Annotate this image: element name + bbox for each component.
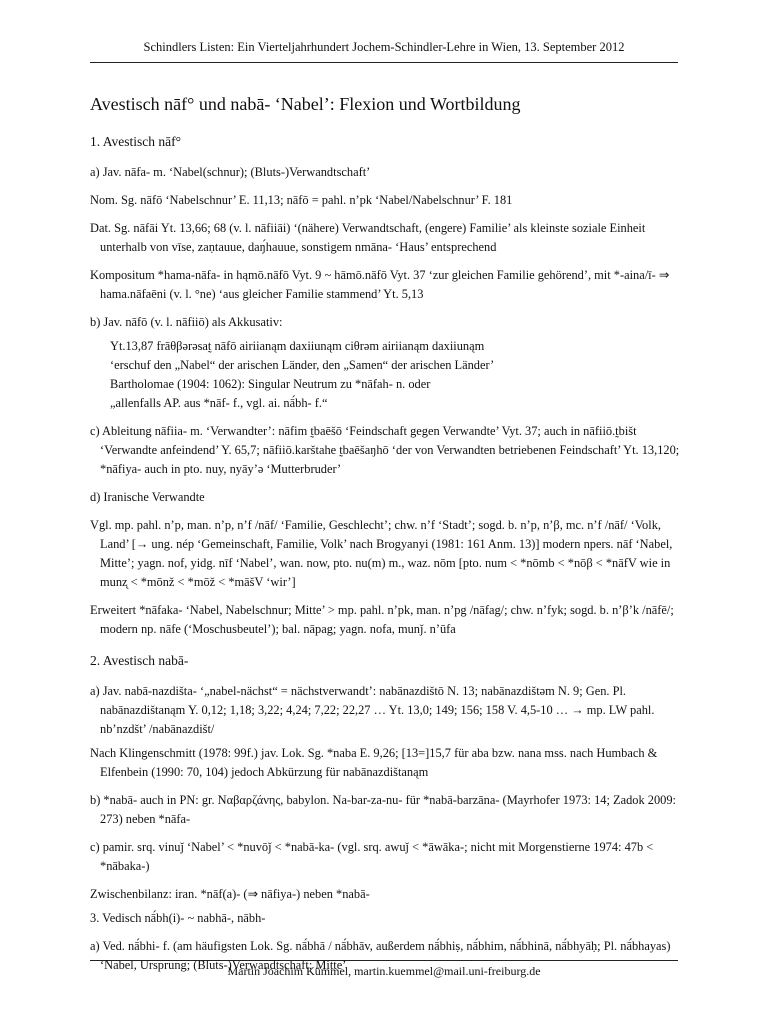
- paragraph: c) pamir. srq. vinuǰ ‘Nabel’ < *nuvōǰ < *nabā-ka- (vgl. srq. awuǰ < *āwāka-; nicht mit Morgenstierne 1974: 47b < *nābaka-): [90, 840, 654, 873]
- section-heading-3: 3. Vedisch nā́bh(i)- ~ nabhā-, nābh-: [90, 911, 266, 925]
- paragraph: a) Jav. nabā-nazdišta- ‘„nabel-nächst“ = nächstverwandt’: nabānazdištō N. 13; nabānazdištəm N. 9; Gen. Pl. nabānazdištanąm Y. 0,12; 1,18; 3,22; 4,24; 7,22; 22,27 … Yt. 13,0; 149; 156; 158 V. 4,5-10 … → mp. LW pahl. nb’nzdšt’ /nabānazdišt/: [90, 684, 655, 736]
- document-title: Avestisch nāf° und nabā- ‘Nabel’: Flexion und Wortbildung: [90, 94, 521, 114]
- paragraph: Dat. Sg. nāfāi Yt. 13,66; 68 (v. l. nāfiiāi) ‘(nähere) Verwandtschaft, (engere) Familie’ als kleinste soziale Einheit unterhalb von vīse, zaṇtauue, daŋ́hauue, sonstigem nmāna- ‘Haus’ entsprechend: [90, 221, 646, 254]
- paragraph: c) Ableitung nāfiia- m. ‘Verwandter’: nāfim t̰baēšō ‘Feindschaft gegen Verwandte’ Vyt. 37; auch in nāfiiō.t̰bišt ‘Verwandte anfeindend’ Y. 65,7; nāfiiō.karštahe t̰baēšaŋhō ‘der von Verwandten betriebenen Feindschaft’ Yt. 13,120; *nāfiya- auch in pto. nuy, nyāy’ə ‘Mutterbruder’: [90, 424, 680, 476]
- quotation-line: Yt.13,87 frāθβərəsat̰ nāfō airiianąm daxiiunąm ciθrəm airiianąm daxiiunąm: [110, 339, 485, 353]
- quotation-line: ‘erschuf den „Nabel“ der arischen Länder, den „Samen“ der arischen Länder’: [110, 358, 495, 372]
- quotation-line: „allenfalls AP. aus *nāf- f., vgl. ai. nā́bh- f.“: [110, 396, 328, 410]
- paragraph: Kompositum *hama-nāfa- in hąmō.nāfō Vyt. 9 ~ hāmō.nāfō Vyt. 37 ‘zur gleichen Familie gehörend’, mit *-aina/ī- ⇒ hama.nāfaēni (v. l. °ne) ‘aus gleicher Familie stammend’ Yt. 5,13: [90, 268, 670, 301]
- quotation-line: Bartholomae (1904: 1062): Singular Neutrum zu *nāfah- n. oder: [110, 377, 431, 391]
- running-header: Schindlers Listen: Ein Vierteljahrhundert Jochem-Schindler-Lehre in Wien, 13. September 2012: [143, 40, 625, 54]
- paragraph: Erweitert *nāfaka- ‘Nabel, Nabelschnur; Mitte’ > mp. pahl. n’pk, man. n’pg /nāfag/; chw. n’fyk; sogd. b. n’β’k /nāfē/; modern np. nāfe (‘Moschusbeutel’); bal. nāpag; yagn. nofa, munǰ. n’ūfa: [90, 603, 674, 636]
- footer-rule: [90, 960, 678, 961]
- section-heading-1: 1. Avestisch nāf°: [90, 134, 182, 149]
- paragraph: b) *nabā- auch in PN: gr. Ναβαρζάνης, babylon. Na-bar-za-nu- für *nabā-barzāna- (Mayrhofer 1973: 14; Zadok 2009: 273) neben *nāfa-: [90, 793, 676, 826]
- paragraph: Nach Klingenschmitt (1978: 99f.) jav. Lok. Sg. *naba E. 9,26; [13=]15,7 für aba bzw. nana mss. nach Humbach & Elfenbein (1990: 70, 104) jedoch Abkürzung für nabānazdištanąm: [90, 746, 658, 779]
- running-footer: Martin Joachim Kümmel, martin.kuemmel@mail.uni-freiburg.de: [227, 964, 541, 978]
- paragraph: Vgl. mp. pahl. n’p, man. n’p, n’f /nāf/ ‘Familie, Geschlecht’; chw. n’f ‘Stadt’; sogd. b. n’p, n’β, mc. n’f /nāf/ ‘Volk, Land’ [→ ung. nép ‘Gemeinschaft, Familie, Volk’ nach Brogyanyi (1981: 161 Anm. 13)] modern npers. nāf ‘Nabel, Mitte’; yagn. nof, yidg. nīf ‘Nabel’, wan. now, pto. nu(m) m., waz. nōm [pto. num < *nōmb < *nōβ < *nāfV wie in munz̨ < *mōnž < *mōž < *māšV ‘wir’]: [90, 518, 673, 589]
- paragraph: Zwischenbilanz: iran. *nāf(a)- (⇒ nāfiya-) neben *nabā-: [90, 887, 370, 901]
- header-rule: [90, 62, 678, 63]
- paragraph: Nom. Sg. nāfō ‘Nabelschnur’ E. 11,13; nāfō = pahl. n’pk ‘Nabel/Nabelschnur’ F. 181: [90, 193, 513, 207]
- main-content: [90, 92, 684, 980]
- section-heading-2: 2. Avestisch nabā-: [90, 653, 189, 668]
- paragraph: a) Ved. nā́bhi- f. (am häufigsten Lok. Sg. nā́bhā / nā́bhāv, außerdem nā́bhiṣ, nā́bhim, nā́bhinā, nā́bhyāḥ; Pl. nā́bhayas) ‘Nabel, Ursprung; (Bluts-)Verwandtschaft; Mitte’: [90, 939, 671, 972]
- paragraph: d) Iranische Verwandte: [90, 490, 205, 504]
- paragraph: b) Jav. nāfō (v. l. nāfiiō) als Akkusativ:: [90, 315, 283, 329]
- paragraph: a) Jav. nāfa- m. ‘Nabel(schnur); (Bluts-)Verwandtschaft’: [90, 165, 371, 179]
